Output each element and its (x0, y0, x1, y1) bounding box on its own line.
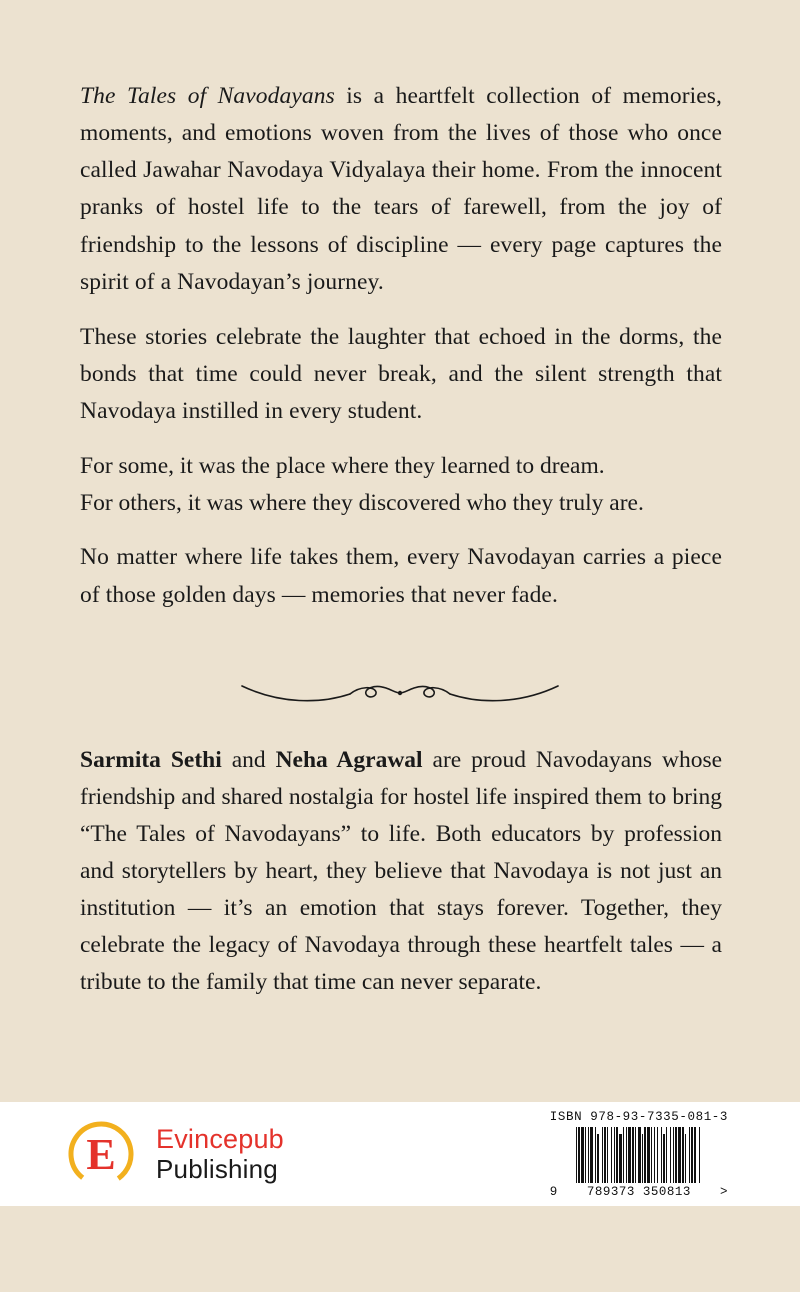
author-name-1: Sarmita Sethi (80, 746, 222, 773)
isbn-barcode (576, 1127, 701, 1183)
bottom-strip (0, 1206, 800, 1292)
isbn-digit-right: > (719, 1184, 728, 1199)
isbn-digit-left: 9 (549, 1184, 558, 1199)
isbn-digit-mid: 789373 350813 (586, 1184, 691, 1199)
authors-bio-section (0, 742, 800, 1002)
blurb-paragraph-2: These stories celebrate the laughter that echoed in the dorms, the bonds that time could never break, and the silent strength that Navodaya instilled in every student. (80, 323, 722, 424)
publisher-subtitle: Publishing (156, 1153, 278, 1184)
svg-text:E: E (86, 1130, 116, 1179)
authors-bio (80, 742, 722, 1002)
ornament-divider (0, 674, 800, 708)
blurb-line-1: For some, it was the place where they learned to dream. (80, 453, 605, 480)
blurb-section (0, 0, 800, 632)
footer-bar (0, 1102, 800, 1206)
blurb-paragraph-3: No matter where life takes them, every Navodayan carries a piece of those golden days — memories that never fade. (80, 544, 722, 608)
bio-conjunction: and (221, 746, 276, 773)
isbn-digits (550, 1185, 728, 1199)
blurb-lines (80, 448, 722, 521)
publisher-name: Evincepub (156, 1124, 284, 1155)
isbn-block (550, 1110, 728, 1199)
blurb-paragraph-1-rest: is a heartfelt collection of memories, moments, and emotions woven from the lives of those who once called Jawahar Navodaya Vidyalaya their home. From the innocent pranks of hostel life to the tears of farewell, from the joy of friendship to the lessons of discipline — every page captures the spirit of a Navodayan’s journey. (80, 83, 723, 295)
book-title-italic: The Tales of Navodayans (80, 83, 335, 109)
publisher-text (156, 1124, 284, 1183)
authors-bio-rest: are proud Navodayans whose friendship and shared nostalgia for hostel life inspired them to bring “The Tales of Navodayans” to life. Both educators by profession and storytellers by heart, they believe that Navodaya is not just an institution — it’s an emotion that stays forever. Together, they celebrate the legacy of Navodaya through these heartfelt tales — a tribute to the family that time can never separate. (80, 746, 723, 996)
blurb-line-2: For others, it was where they discovered who they truly are. (80, 489, 644, 516)
flourish-icon (240, 674, 560, 708)
publisher-block (64, 1117, 284, 1191)
evincepub-logo-icon (64, 1117, 138, 1191)
author-name-2: Neha Agrawal (275, 746, 423, 773)
blurb-paragraph-1 (80, 78, 722, 301)
cover-spacer (0, 1002, 800, 1102)
isbn-label: ISBN 978-93-7335-081-3 (549, 1109, 728, 1124)
logo-svg (64, 1117, 138, 1191)
